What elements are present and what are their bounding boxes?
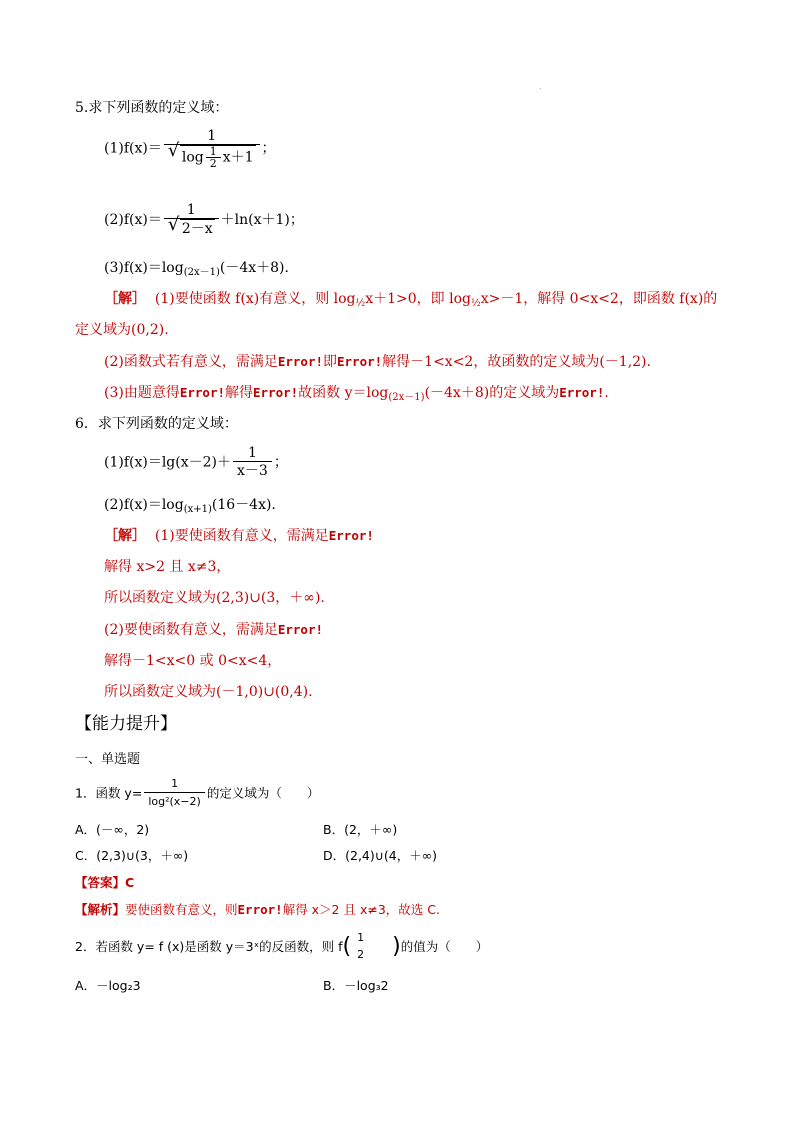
mc1-option-c: C．(2,3)∪(3，＋∞) bbox=[75, 848, 189, 863]
q6-answer-line4: 所以函数定义域为(－1,0)∪(0,4). bbox=[104, 684, 313, 700]
sqrt-symbol: √ 2－x bbox=[180, 219, 215, 238]
error-text: Error! bbox=[179, 385, 225, 400]
q6-part1: (1)f(x)＝lg(x－2)＋ $\frac{1}{x-3}$ ； bbox=[104, 445, 288, 479]
error-text: Error! bbox=[277, 354, 323, 369]
section-subtitle: 一、单选题 bbox=[75, 752, 141, 767]
q5-part1-lead: (1)f(x)＝ bbox=[104, 140, 162, 157]
q5-answer-part2: (2)函数式若有意义，需满足Error!即Error!解得－1<x<2，故函数的定义域为(－1,2). bbox=[104, 354, 651, 370]
q5-answer-line2: 定义域为(0,2). bbox=[75, 322, 169, 338]
q5-part2-fraction: 1 √ 2－x bbox=[164, 202, 219, 238]
q5-part1-fraction: 1 √ log $\frac{1}{2}$ x＋1 bbox=[164, 128, 260, 169]
error-text: Error! bbox=[237, 902, 283, 917]
q5-part2: (2)f(x)＝ 1 √ 2－x ＋ln(x＋1)； bbox=[104, 202, 304, 246]
q6-answer-part1: ［解］ (1)要使函数有意义，需满足Error! bbox=[104, 528, 374, 544]
q6-answer-line1: 解得 x>2 且 x≠3， bbox=[104, 559, 231, 575]
error-text: Error! bbox=[253, 385, 299, 400]
q5-answer-part3: (3)由题意得Error!解得Error!故函数 $y=\log_{(2x-1)}(-4x+8)$的定义域为Error!. bbox=[104, 385, 609, 403]
q6-answer-part2: (2)要使函数有意义，需满足Error! bbox=[104, 622, 323, 638]
error-text: Error! bbox=[328, 528, 374, 543]
q5-part3: $(3)f(x)=\log_{(2x-1)}(-4x+8)$. bbox=[104, 260, 289, 278]
q6-title: 6．求下列函数的定义域： bbox=[75, 416, 238, 432]
q5-part1: (1)f(x)＝ 1 √ log $\frac{1}{2}$ x＋1 ； bbox=[104, 128, 276, 188]
mc1-fraction: $\frac{1}{\text{log²(x−2)}}$ bbox=[144, 776, 205, 811]
mc2-option-b: B．－log₃2 bbox=[323, 978, 389, 993]
mc1-option-b: B．(2，＋∞) bbox=[323, 822, 398, 837]
q6-part2: $(2)f(x)=\log_{(x+1)}(16-4x)$. bbox=[104, 497, 276, 515]
mc1-option-a: A．(－∞，2) bbox=[75, 822, 150, 837]
section-title: 【能力提升】 bbox=[75, 714, 177, 734]
q6-answer-line3: 解得－1<x<0 或 0<x<4， bbox=[104, 653, 282, 669]
q6-answer-line2: 所以函数定义域为(2,3)∪(3，＋∞). bbox=[104, 590, 325, 606]
q5-title: 5.求下列函数的定义域： bbox=[75, 100, 229, 116]
q6-part1-fraction: $\frac{1}{x-3}$ bbox=[233, 445, 272, 480]
mc2-stem: 2．若函数 y= f (x)是函数 y＝3ˣ的反函数，则 f( 1 2 )的值为（ ） bbox=[75, 930, 488, 966]
error-text: Error! bbox=[337, 354, 383, 369]
mc1-option-d: D．(2,4)∪(4，＋∞) bbox=[323, 848, 438, 863]
error-text: Error! bbox=[277, 622, 323, 637]
mc2-fraction: 1 2 bbox=[357, 931, 365, 961]
sqrt-symbol: √ log $\frac{1}{2}$ x＋1 bbox=[180, 145, 256, 169]
q5-answer-line1: ［解］ (1)要使函数 f(x)有意义，则 $\log_{\frac{1}{2}}x+1>0$，即 $\log_{\frac{1}{2}}x>-1$，解得 0<x<2，即函数 f(x)的 bbox=[104, 291, 718, 309]
mc2-option-a: A．－log₂3 bbox=[75, 978, 141, 993]
mc1-analysis: 【解析】要使函数有意义，则Error!解得 x＞2 且 x≠3，故选 C. bbox=[75, 902, 440, 917]
mc1-stem: 1．函数 y= $\frac{1}{\text{log²(x−2)}}$ 的定义域为（ ） bbox=[75, 776, 319, 816]
error-text: Error! bbox=[559, 385, 605, 400]
mc1-answer: 【答案】C bbox=[75, 875, 135, 890]
top-mark: . bbox=[539, 82, 542, 91]
